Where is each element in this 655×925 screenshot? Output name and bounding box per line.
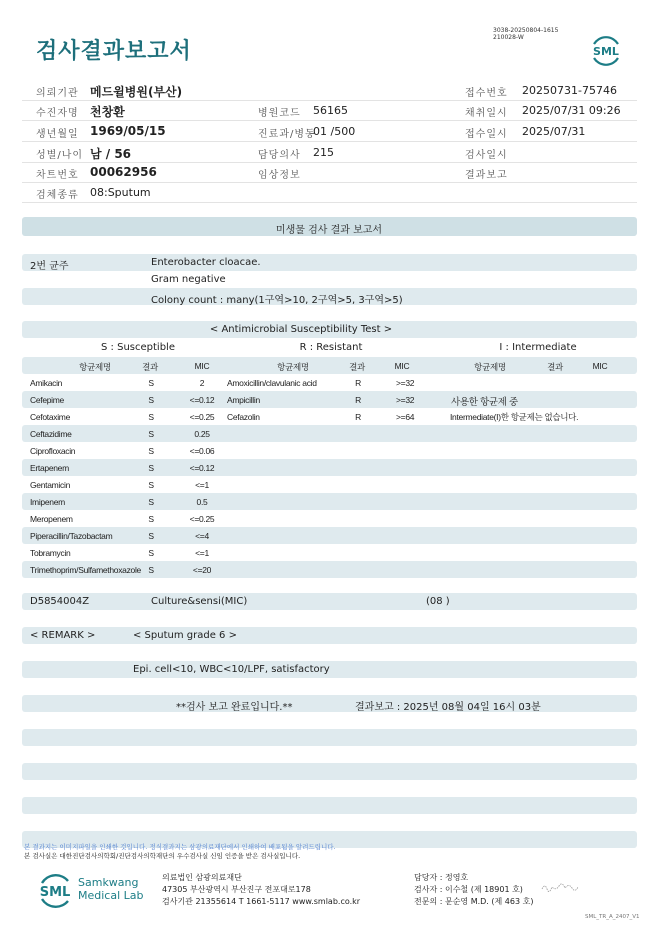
document-id xyxy=(493,27,558,41)
colony-count: Colony count : many(1구역>10, 2구역>5, 3구역>5) xyxy=(151,295,403,306)
info-value: 20250731-75746 xyxy=(522,84,617,97)
drug-name: Amikacin xyxy=(30,378,63,388)
info-value: 남 / 56 xyxy=(90,147,132,161)
drug-name: Gentamicin xyxy=(30,480,70,490)
drug-mic: >=64 xyxy=(396,412,415,422)
drug-name: Meropenem xyxy=(30,514,73,524)
column-header-mic: MIC xyxy=(592,361,608,371)
test-name: Culture&sensi(MIC) xyxy=(151,596,248,607)
drug-result: S xyxy=(148,429,154,439)
drug-mic: <=20 xyxy=(192,565,212,575)
drug-mic: <=0.12 xyxy=(189,463,215,473)
info-value: 08:Sputum xyxy=(90,186,151,199)
drug-result: S xyxy=(148,497,154,507)
drug-result: S xyxy=(148,480,154,490)
drug-mic: 0.5 xyxy=(196,497,208,507)
lab-name-line1: Samkwang xyxy=(78,876,139,889)
drug-result: S xyxy=(148,548,154,558)
info-label: 검사일시 xyxy=(465,150,508,161)
lab-name-line2: Medical Lab xyxy=(78,889,144,902)
column-header-drug: 항균제명 xyxy=(79,362,111,372)
drug-result: S xyxy=(148,395,154,405)
info-value: 01 /500 xyxy=(313,125,356,138)
info-label: 접수일시 xyxy=(465,129,508,140)
info-label: 접수번호 xyxy=(465,88,508,99)
info-row xyxy=(22,100,637,121)
drug-mic: <=0.25 xyxy=(189,514,215,524)
info-value: 00062956 xyxy=(90,165,157,179)
info-label: 결과보고 xyxy=(465,170,508,181)
ast-title: < Antimicrobial Susceptibility Test > xyxy=(209,324,393,335)
drug-result: S xyxy=(148,446,154,456)
drug-name: Cefazolin xyxy=(227,412,260,422)
table-row-band xyxy=(22,493,637,510)
drug-result: S xyxy=(148,565,154,575)
drug-mic: <=1 xyxy=(195,548,209,558)
footer-org-info xyxy=(162,872,360,908)
info-row xyxy=(22,182,637,203)
org-contact: 검사기관 21355614 T 1661-5117 www.smlab.co.kr xyxy=(162,897,361,906)
form-code: SML_TR_A_2407_V1 xyxy=(585,914,640,920)
drug-name: Trimethoprim/Sulfamethoxazole xyxy=(30,565,141,575)
svg-text:SML: SML xyxy=(39,885,71,900)
drug-result: R xyxy=(355,412,361,422)
drug-result: S xyxy=(148,531,154,541)
tester: 검사자 : 이수철 (제 18901 호) xyxy=(414,885,523,894)
remark-label: < REMARK > xyxy=(30,630,96,641)
legend-resistant: R : Resistant xyxy=(299,342,363,353)
info-row xyxy=(22,121,637,142)
info-value: 메드윌병원(부산) xyxy=(90,85,183,99)
drug-mic: <=1 xyxy=(195,480,209,490)
drug-name: Ampicillin xyxy=(227,395,260,405)
document-id-line2: 210028-W xyxy=(493,34,524,41)
drug-name: Cefotaxime xyxy=(30,412,70,422)
organism-name: Enterobacter cloacae. xyxy=(151,257,261,268)
drug-mic: <=4 xyxy=(195,531,209,541)
column-header-mic: MIC xyxy=(394,361,410,371)
drug-name: Ciprofloxacin xyxy=(30,446,76,456)
info-label: 담당의사 xyxy=(258,150,301,161)
drug-name: Ceftazidime xyxy=(30,429,72,439)
legend-intermediate: I : Intermediate xyxy=(499,342,577,353)
info-label: 수진자명 xyxy=(36,108,79,119)
manager: 담당자 : 정영호 xyxy=(414,873,469,882)
info-label: 임상정보 xyxy=(258,170,301,181)
svg-text:SML: SML xyxy=(593,45,619,58)
drug-mic: >=32 xyxy=(396,378,415,388)
sml-footer-logo-icon xyxy=(34,869,76,911)
drug-mic: 0.25 xyxy=(194,429,210,439)
drug-name: Cefepime xyxy=(30,395,64,405)
drug-name: Ertapenem xyxy=(30,463,69,473)
signature-icon xyxy=(540,881,582,893)
notice-image-copy: 본 결과지는 이미지파일을 인쇄한 것입니다. 정식결과지는 삼광의료재단에서 인쇄하여 배포됨을 알려드립니다. xyxy=(24,843,336,851)
specimen-code: (08 ) xyxy=(426,596,450,607)
drug-mic: <=0.12 xyxy=(189,395,215,405)
info-label: 병원코드 xyxy=(258,108,301,119)
info-label: 검체종류 xyxy=(36,190,79,201)
footer-lab-name xyxy=(78,876,144,902)
footer-signatories xyxy=(414,872,533,908)
gram-stain: Gram negative xyxy=(151,274,226,285)
table-row-band xyxy=(22,459,637,476)
column-header-result: 결과 xyxy=(349,362,365,372)
page-title: 검사결과보고서 xyxy=(36,39,192,64)
drug-result: S xyxy=(148,514,154,524)
drug-name: Piperacillin/Tazobactam xyxy=(30,531,113,541)
org-name: 의료법인 삼광의료재단 xyxy=(162,873,242,882)
drug-result: S xyxy=(148,463,154,473)
drug-name: Tobramycin xyxy=(30,548,71,558)
drug-result: S xyxy=(148,378,154,388)
column-header-result: 결과 xyxy=(142,362,158,372)
drug-name: Imipenem xyxy=(30,497,65,507)
report-time: 결과보고 : 2025년 08월 04일 16시 03분 xyxy=(355,702,541,713)
drug-result: R xyxy=(355,395,361,405)
drug-name: Amoxicillin/clavulanic acid xyxy=(227,378,317,388)
micro-section-title: 미생물 검사 결과 보고서 xyxy=(275,225,383,236)
remark-detail: Epi. cell<10, WBC<10/LPF, satisfactory xyxy=(133,664,330,675)
specialist: 전문의 : 문순영 M.D. (제 463 호) xyxy=(414,897,534,906)
table-row-band xyxy=(22,527,637,544)
drug-mic: <=0.06 xyxy=(189,446,215,456)
info-value: 56165 xyxy=(313,104,348,117)
completion-message: **검사 보고 완료입니다.** xyxy=(176,702,293,713)
column-header-result: 결과 xyxy=(547,362,563,372)
drug-mic: 2 xyxy=(199,378,205,388)
table-row-band xyxy=(22,425,637,442)
column-header-mic: MIC xyxy=(194,361,210,371)
info-value: 1969/05/15 xyxy=(90,124,166,138)
drug-mic: >=32 xyxy=(396,395,415,405)
drug-mic: <=0.25 xyxy=(189,412,215,422)
sputum-grade: < Sputum grade 6 > xyxy=(133,630,237,641)
info-row xyxy=(22,80,637,101)
intermediate-note: 사용한 항균제 중 xyxy=(451,397,518,408)
drug-result: S xyxy=(148,412,154,422)
org-address: 47305 부산광역시 부산진구 전포대로178 xyxy=(162,885,311,894)
document-id-line1: 3038-20250804-1615 xyxy=(493,27,559,34)
info-value: 천창환 xyxy=(90,105,125,119)
info-label: 생년월일 xyxy=(36,129,79,140)
info-label: 의뢰기관 xyxy=(36,88,79,99)
info-row xyxy=(22,162,637,183)
column-header-drug: 항균제명 xyxy=(474,362,506,372)
info-label: 차트번호 xyxy=(36,170,79,181)
info-row xyxy=(22,142,637,163)
info-value: 2025/07/31 xyxy=(522,125,586,138)
drug-result: R xyxy=(355,378,361,388)
intermediate-note: Intermediate(I)한 항균제는 없습니다. xyxy=(450,412,579,422)
info-label: 채취일시 xyxy=(465,108,508,119)
column-header-drug: 항균제명 xyxy=(277,362,309,372)
test-code: D5854004Z xyxy=(30,596,90,607)
info-label: 성별/나이 xyxy=(36,150,84,161)
table-row-band xyxy=(22,391,637,408)
info-label: 진료과/병동 xyxy=(258,129,316,140)
info-value: 215 xyxy=(313,146,334,159)
notice-accreditation: 본 검사실은 대한진단검사의학회/진단검사의학재단의 우수검사실 신임 인증을 받은 검사실입니다. xyxy=(24,852,301,860)
isolate-label: 2번 균주 xyxy=(30,261,69,272)
info-value: 2025/07/31 09:26 xyxy=(522,104,621,117)
sml-logo-icon xyxy=(588,32,624,68)
legend-susceptible: S : Susceptible xyxy=(101,342,175,353)
